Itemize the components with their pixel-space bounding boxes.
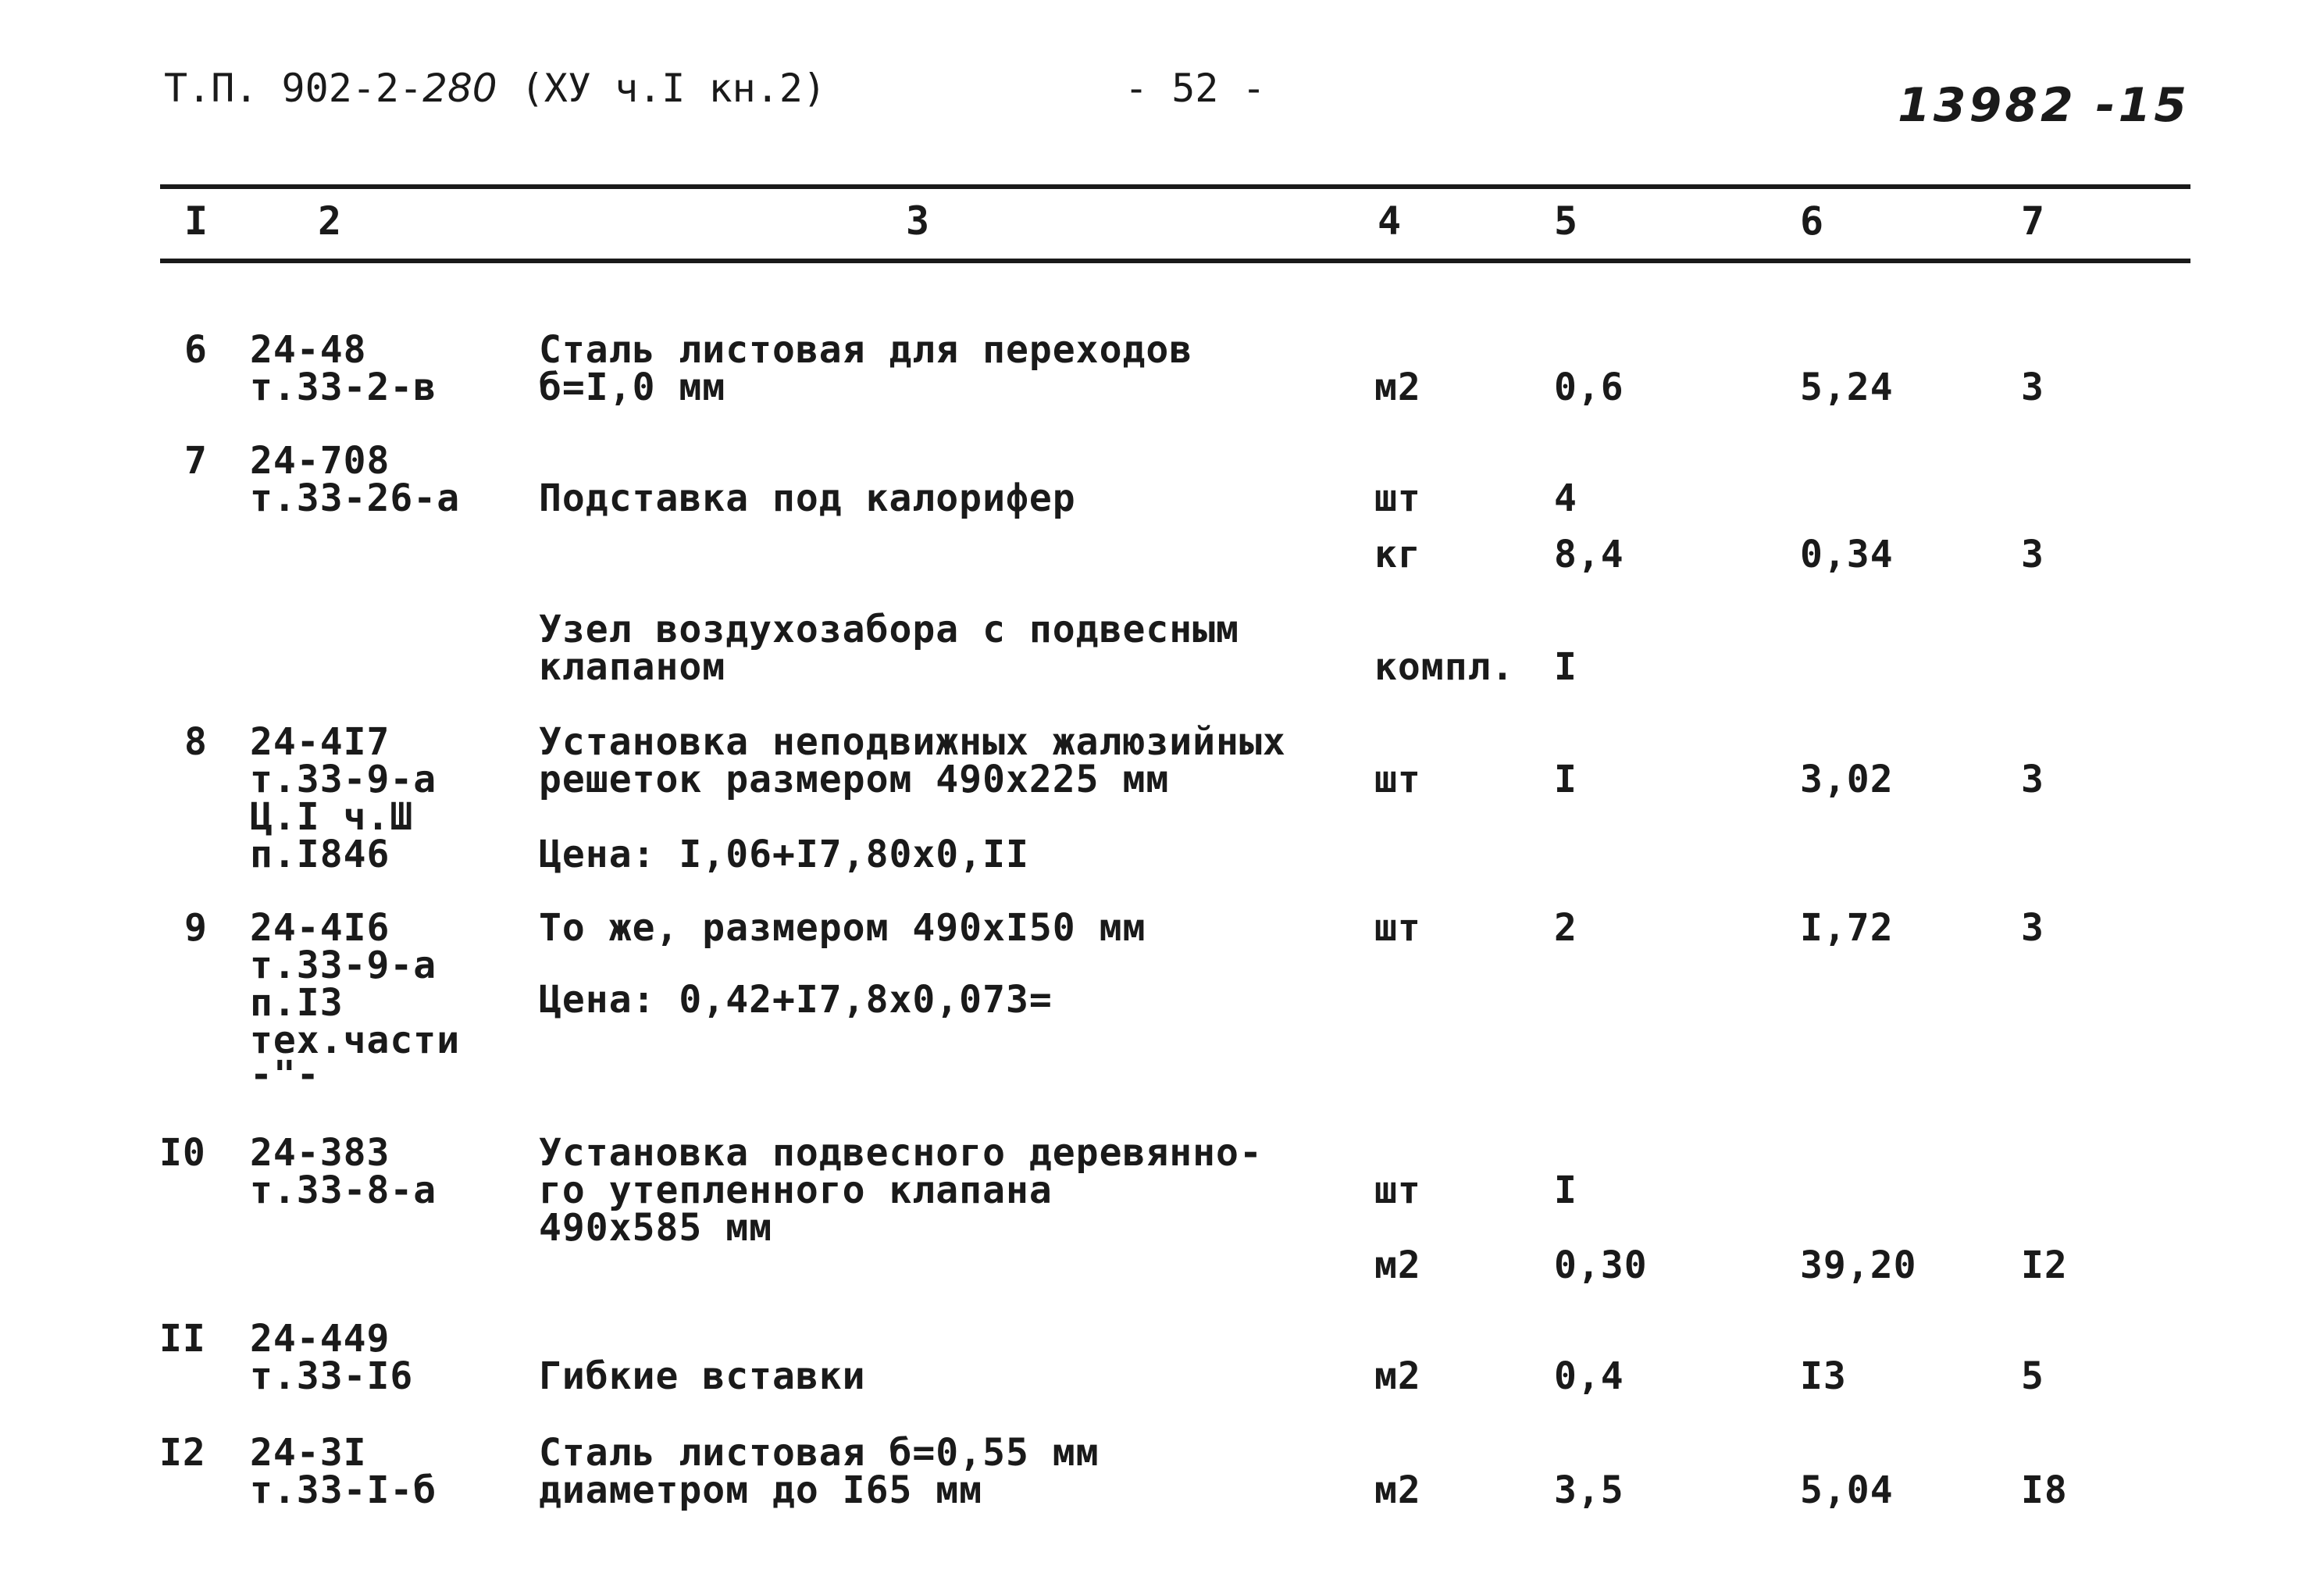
row-quantity: I xyxy=(1554,1168,1577,1212)
row-description: диаметром до I65 мм xyxy=(539,1468,983,1512)
page-number: - 52 - xyxy=(1125,66,1266,111)
row-description: Гибкие вставки xyxy=(539,1354,866,1398)
row-code: 24-48 xyxy=(250,328,367,372)
row-unit: шт xyxy=(1374,906,1421,950)
row-quantity-2: 8,4 xyxy=(1554,533,1624,576)
row-description: Подставка под калорифер xyxy=(539,476,1076,520)
doc-number: 13982 -15 xyxy=(1898,78,2190,133)
row-code: т.33-9-а xyxy=(250,944,437,987)
row-quantity: 3,5 xyxy=(1554,1468,1624,1512)
row-quantity: I xyxy=(1554,758,1577,801)
row-price: 5,04 xyxy=(1800,1468,1894,1512)
row-number: I2 xyxy=(159,1431,206,1475)
col-header-5: 5 xyxy=(1554,198,1578,244)
row-description: го утепленного клапана xyxy=(539,1168,1053,1212)
col-header-4: 4 xyxy=(1378,198,1402,244)
row-description: клапаном xyxy=(539,645,726,689)
row-code: 24-4I7 xyxy=(250,720,390,764)
row-unit-2: кг xyxy=(1374,533,1421,576)
row-number: 8 xyxy=(184,720,208,764)
row-code: п.I3 xyxy=(250,981,344,1025)
header-rule xyxy=(160,259,2190,263)
row-quantity: 2 xyxy=(1554,906,1577,950)
col-header-2: 2 xyxy=(318,198,342,244)
col-header-6: 6 xyxy=(1800,198,1824,244)
row-code: Ц.I ч.Ш xyxy=(250,795,414,839)
row-code: т.33-9-а xyxy=(250,758,437,801)
row-price: I3 xyxy=(1800,1354,1847,1398)
top-rule xyxy=(160,184,2190,189)
row-code: п.I846 xyxy=(250,833,390,876)
row-description: Установка неподвижных жалюзийных xyxy=(539,720,1286,764)
row-description: Сталь листовая для переходов xyxy=(539,328,1193,372)
row-col7: 3 xyxy=(2021,758,2044,801)
row-code: т.33-8-а xyxy=(250,1168,437,1212)
row-unit: шт xyxy=(1374,758,1421,801)
row-unit: м2 xyxy=(1374,1354,1421,1398)
col-header-1: I xyxy=(184,198,209,244)
title-printed: Т.П. 902-2- xyxy=(164,66,423,111)
title-handwritten: 280 xyxy=(422,66,497,111)
row-number: 9 xyxy=(184,906,208,950)
row-col7: 5 xyxy=(2021,1354,2044,1398)
row-price-formula: Цена: 0,42+I7,8х0,073= xyxy=(539,978,1053,1022)
row-code: 24-4I6 xyxy=(250,906,390,950)
row-code: 24-449 xyxy=(250,1317,390,1361)
row-code: т.33-2-в xyxy=(250,366,437,409)
row-quantity: 0,6 xyxy=(1554,366,1624,409)
row-col7-2: 3 xyxy=(2021,533,2044,576)
row-description: б=I,0 мм xyxy=(539,366,726,409)
row-description: Сталь листовая б=0,55 мм xyxy=(539,1431,1100,1475)
row-number: 7 xyxy=(184,439,208,483)
row-code: т.33-I6 xyxy=(250,1354,414,1398)
document-title xyxy=(164,66,826,111)
title-section: (ХУ ч.I кн.2) xyxy=(520,66,827,111)
row-unit-2: м2 xyxy=(1374,1243,1421,1287)
row-code: т.33-26-а xyxy=(250,476,461,520)
row-price: 3,02 xyxy=(1800,758,1894,801)
row-col7: 3 xyxy=(2021,906,2044,950)
row-number: II xyxy=(159,1317,206,1361)
row-price-formula: Цена: I,06+I7,80х0,II xyxy=(539,833,1029,876)
row-quantity-2: 0,30 xyxy=(1554,1243,1648,1287)
row-description: 490х585 мм xyxy=(539,1206,772,1250)
row-quantity: I xyxy=(1554,645,1577,689)
row-code: -"- xyxy=(250,1053,320,1097)
row-price-2: 0,34 xyxy=(1800,533,1894,576)
row-code: 24-3I xyxy=(250,1431,367,1475)
row-quantity: 0,4 xyxy=(1554,1354,1624,1398)
row-unit: м2 xyxy=(1374,366,1421,409)
row-unit: компл. xyxy=(1374,645,1515,689)
row-unit: м2 xyxy=(1374,1468,1421,1512)
row-price-2: 39,20 xyxy=(1800,1243,1917,1287)
row-description: Узел воздухозабора с подвесным xyxy=(539,608,1239,651)
row-col7: 3 xyxy=(2021,366,2044,409)
row-price: I,72 xyxy=(1800,906,1894,950)
row-description: Установка подвесного деревянно- xyxy=(539,1131,1263,1175)
row-description: решеток размером 490х225 мм xyxy=(539,758,1170,801)
row-code: 24-708 xyxy=(250,439,390,483)
row-code: 24-383 xyxy=(250,1131,390,1175)
row-col7-2: I2 xyxy=(2021,1243,2068,1287)
row-unit: шт xyxy=(1374,1168,1421,1212)
row-col7: I8 xyxy=(2021,1468,2068,1512)
row-code: тех.части xyxy=(250,1019,461,1062)
row-quantity: 4 xyxy=(1554,476,1577,520)
row-code: т.33-I-б xyxy=(250,1468,437,1512)
col-header-3: 3 xyxy=(906,198,930,244)
row-unit: шт xyxy=(1374,476,1421,520)
row-description: То же, размером 490хI50 мм xyxy=(539,906,1146,950)
row-number: I0 xyxy=(159,1131,206,1175)
row-number: 6 xyxy=(184,328,208,372)
row-price: 5,24 xyxy=(1800,366,1894,409)
col-header-7: 7 xyxy=(2021,198,2045,244)
